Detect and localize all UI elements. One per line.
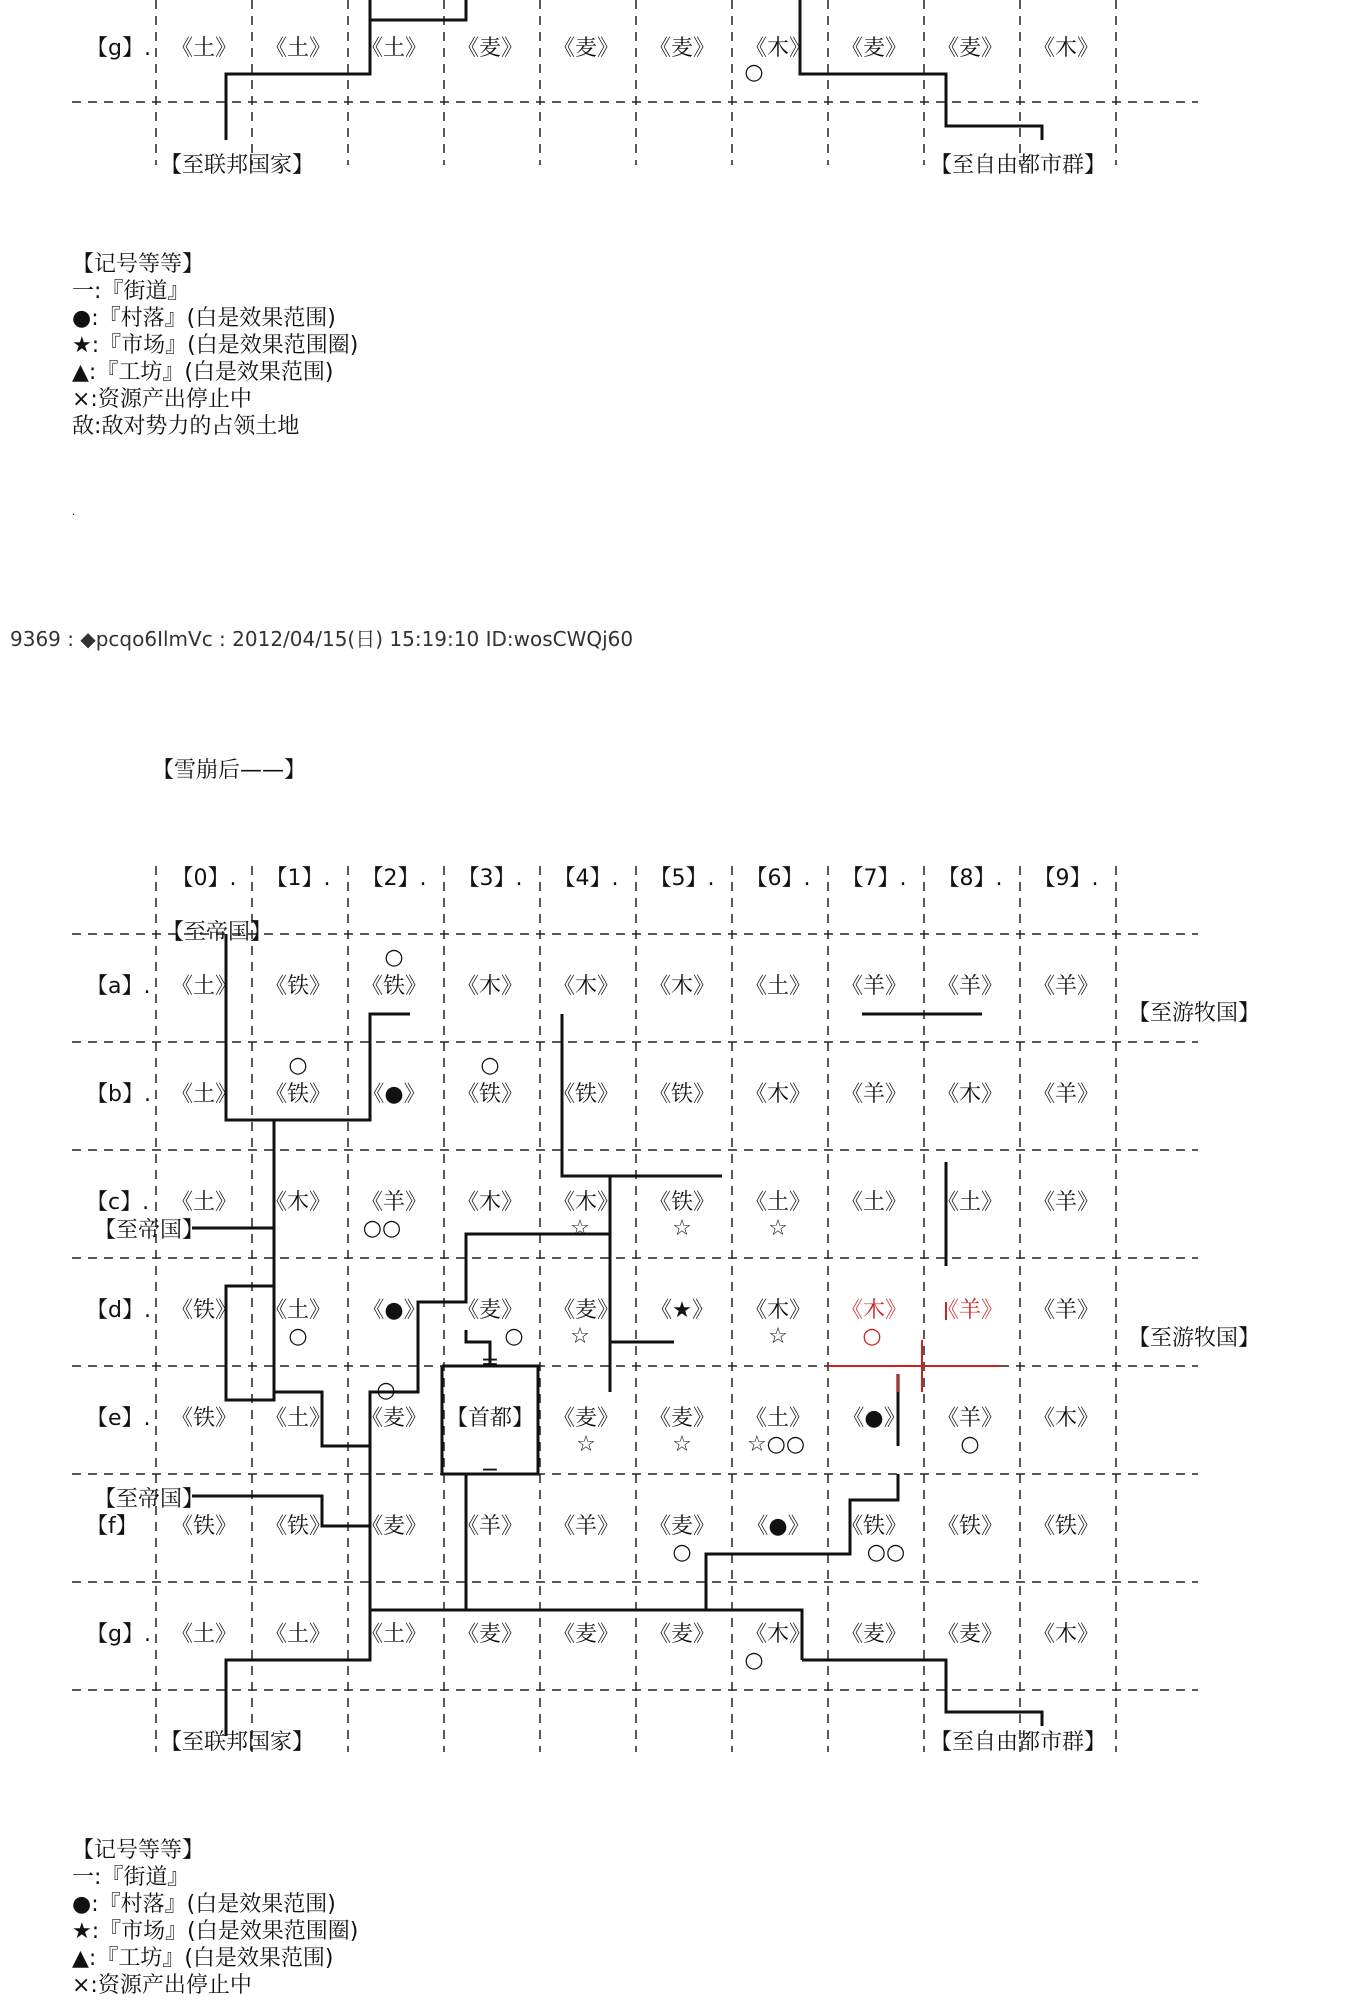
- top-map-cell-g5: 《麦》: [648, 36, 716, 61]
- dest-federation: 【至联邦国家】: [160, 1730, 315, 1755]
- map-cell-d8: 《羊》: [936, 1298, 1004, 1323]
- map-cell-a9: 《羊》: [1032, 974, 1100, 999]
- map-cell-e7: 《●》: [842, 1406, 906, 1431]
- legend-stopped: ×:资源产出停止中: [72, 387, 252, 412]
- top-dest-free-cities: 【至自由都市群】: [930, 153, 1107, 178]
- mark-e8: ○: [960, 1432, 980, 1457]
- dest-empire-c: 【至帝国】: [94, 1218, 205, 1243]
- map-cell-d3: 《麦》: [456, 1298, 524, 1323]
- column-header-0: 【0】.: [171, 866, 237, 891]
- map-cell-c1: 《木》: [264, 1190, 332, 1215]
- dest-nomad-a: 【至游牧国】: [1128, 1001, 1261, 1026]
- legend2-market: ★:『市场』(白是效果范围圈): [72, 1919, 359, 1944]
- mark-d1: ○: [288, 1324, 308, 1349]
- map-cell-b2: 《●》: [362, 1082, 426, 1107]
- map-cell-c6: 《土》: [744, 1190, 812, 1215]
- mark-e4: ☆: [576, 1432, 596, 1457]
- map-cell-a1: 《铁》: [264, 974, 332, 999]
- top-dest-federation: 【至联邦国家】: [160, 153, 315, 178]
- map-cell-c7: 《土》: [840, 1190, 908, 1215]
- map-cell-f7: 《铁》: [840, 1514, 908, 1539]
- map-cell-g4: 《麦》: [552, 1622, 620, 1647]
- map-cell-f3: 《羊》: [456, 1514, 524, 1539]
- top-g6-mark: ○: [744, 60, 764, 85]
- map-cell-d1: 《土》: [264, 1298, 332, 1323]
- row-label-c: 【c】.: [86, 1190, 150, 1215]
- mark-e2: ○: [376, 1378, 396, 1403]
- mark-e6: ☆○○: [746, 1432, 806, 1457]
- map-cell-f8: 《铁》: [936, 1514, 1004, 1539]
- map-cell-c4: 《木》: [552, 1190, 620, 1215]
- legend-village: ●:『村落』(白是效果范围): [72, 306, 336, 331]
- map-cell-c3: 《木》: [456, 1190, 524, 1215]
- column-header-8: 【8】.: [937, 866, 1003, 891]
- capital-eq-bottom: =: [480, 1460, 500, 1485]
- map-cell-b8: 《木》: [936, 1082, 1004, 1107]
- map-cell-d5: 《★》: [650, 1298, 714, 1323]
- map-cell-b6: 《木》: [744, 1082, 812, 1107]
- mark-c2: ○○: [362, 1216, 402, 1241]
- map-cell-e6: 《土》: [744, 1406, 812, 1431]
- map-cell-b4: 《铁》: [552, 1082, 620, 1107]
- map-cell-d7: 《木》: [840, 1298, 908, 1323]
- mark-d3: ○: [504, 1324, 524, 1349]
- column-header-3: 【3】.: [457, 866, 523, 891]
- map-cell-g6: 《木》: [744, 1622, 812, 1647]
- column-header-4: 【4】.: [553, 866, 619, 891]
- map-cell-a8: 《羊》: [936, 974, 1004, 999]
- legend2-stopped: ×:资源产出停止中: [72, 1973, 252, 1998]
- row-label-g: 【g】.: [86, 1622, 151, 1647]
- mark-d6: ☆: [768, 1324, 788, 1349]
- top-map-cell-g8: 《麦》: [936, 36, 1004, 61]
- map-cell-a3: 《木》: [456, 974, 524, 999]
- map-cell-d9: 《羊》: [1032, 1298, 1100, 1323]
- map-cell-b3: 《铁》: [456, 1082, 524, 1107]
- capital-eq-top: =: [480, 1350, 500, 1375]
- top-map-cell-g4: 《麦》: [552, 36, 620, 61]
- map-subtitle: 【雪崩后——】: [152, 758, 307, 783]
- map-cell-b1: 《铁》: [264, 1082, 332, 1107]
- map-cell-d0: 《铁》: [170, 1298, 238, 1323]
- legend2-title: 【记号等等】: [72, 1838, 205, 1863]
- map-cell-f0: 《铁》: [170, 1514, 238, 1539]
- map-cell-f6: 《●》: [746, 1514, 810, 1539]
- legend-road: 一:『街道』: [72, 279, 190, 304]
- legend-market: ★:『市场』(白是效果范围圈): [72, 333, 359, 358]
- map-cell-e3: 【首都】: [445, 1406, 535, 1431]
- post-header: 9369 : ◆pcqo6IlmVc : 2012/04/15(日) 15:19:10 ID:wosCWQj60: [10, 627, 634, 651]
- row-label-e: 【e】.: [86, 1406, 151, 1431]
- map-cell-g8: 《麦》: [936, 1622, 1004, 1647]
- map-cell-e9: 《木》: [1032, 1406, 1100, 1431]
- map-cell-f5: 《麦》: [648, 1514, 716, 1539]
- map-cell-e2: 《麦》: [360, 1406, 428, 1431]
- mark-c5: ☆: [672, 1216, 692, 1241]
- map-cell-b7: 《羊》: [840, 1082, 908, 1107]
- legend2-village: ●:『村落』(白是效果范围): [72, 1892, 336, 1917]
- map-cell-e5: 《麦》: [648, 1406, 716, 1431]
- map-cell-g7: 《麦》: [840, 1622, 908, 1647]
- dest-nomad-d: 【至游牧国】: [1128, 1326, 1261, 1351]
- map-cell-b9: 《羊》: [1032, 1082, 1100, 1107]
- mark-g6: ○: [744, 1648, 764, 1673]
- top-row-label-g: 【g】.: [86, 36, 151, 61]
- legend-enemy: 敌:敌对势力的占领土地: [72, 414, 300, 439]
- column-header-1: 【1】.: [265, 866, 331, 891]
- mark-c6: ☆: [768, 1216, 788, 1241]
- mark-f7: ○○: [866, 1540, 906, 1565]
- map-cell-g3: 《麦》: [456, 1622, 524, 1647]
- top-map-cell-g2: 《土》: [360, 36, 428, 61]
- map-cell-d2: 《●》: [362, 1298, 426, 1323]
- map-cell-e1: 《土》: [264, 1406, 332, 1431]
- map-cell-g5: 《麦》: [648, 1622, 716, 1647]
- column-header-9: 【9】.: [1033, 866, 1099, 891]
- dest-free-cities: 【至自由都市群】: [930, 1730, 1107, 1755]
- column-header-6: 【6】.: [745, 866, 811, 891]
- map-cell-c9: 《羊》: [1032, 1190, 1100, 1215]
- top-map-cell-g3: 《麦》: [456, 36, 524, 61]
- map-cell-c0: 《土》: [170, 1190, 238, 1215]
- map-cell-d4: 《麦》: [552, 1298, 620, 1323]
- legend-workshop: ▲:『工坊』(白是效果范围): [72, 360, 334, 385]
- row-label-a: 【a】.: [86, 974, 151, 999]
- map-cell-a0: 《土》: [170, 974, 238, 999]
- mark-a2: ○: [384, 945, 404, 970]
- map-cell-a7: 《羊》: [840, 974, 908, 999]
- top-map-cell-g9: 《木》: [1032, 36, 1100, 61]
- row-label-f: 【f】: [86, 1514, 138, 1539]
- stray-dot: .: [72, 507, 76, 518]
- row-label-d: 【d】.: [86, 1298, 151, 1323]
- map-cell-g1: 《土》: [264, 1622, 332, 1647]
- mark-e5: ☆: [672, 1432, 692, 1457]
- dest-empire-f: 【至帝国】: [94, 1487, 205, 1512]
- map-cell-g9: 《木》: [1032, 1622, 1100, 1647]
- map-cell-f9: 《铁》: [1032, 1514, 1100, 1539]
- top-map-cell-g1: 《土》: [264, 36, 332, 61]
- map-cell-g2: 《土》: [360, 1622, 428, 1647]
- map-cell-e0: 《铁》: [170, 1406, 238, 1431]
- top-map-cell-g6: 《木》: [744, 36, 812, 61]
- mark-b3: ○: [480, 1053, 500, 1078]
- map-cell-a5: 《木》: [648, 974, 716, 999]
- legend-title: 【记号等等】: [72, 252, 205, 277]
- map-cell-c2: 《羊》: [360, 1190, 428, 1215]
- mark-d4: ☆: [570, 1324, 590, 1349]
- map-cell-g0: 《土》: [170, 1622, 238, 1647]
- row-label-b: 【b】.: [86, 1082, 151, 1107]
- map-cell-a4: 《木》: [552, 974, 620, 999]
- map-cell-b0: 《土》: [170, 1082, 238, 1107]
- map-cell-c8: 《土》: [936, 1190, 1004, 1215]
- mark-f5: ○: [672, 1540, 692, 1565]
- top-map-cell-g7: 《麦》: [840, 36, 908, 61]
- map-cell-f2: 《麦》: [360, 1514, 428, 1539]
- column-header-5: 【5】.: [649, 866, 715, 891]
- legend2-workshop: ▲:『工坊』(白是效果范围): [72, 1946, 334, 1971]
- map-cell-f4: 《羊》: [552, 1514, 620, 1539]
- mark-c4: ☆: [570, 1216, 590, 1241]
- dest-empire-top: 【至帝国】: [162, 920, 273, 945]
- legend2-road: 一:『街道』: [72, 1865, 190, 1890]
- mark-b1: ○: [288, 1053, 308, 1078]
- map-cell-b5: 《铁》: [648, 1082, 716, 1107]
- map-cell-e4: 《麦》: [552, 1406, 620, 1431]
- column-header-2: 【2】.: [361, 866, 427, 891]
- map-cell-e8: 《羊》: [936, 1406, 1004, 1431]
- map-cell-d6: 《木》: [744, 1298, 812, 1323]
- mark-d7: ○: [862, 1324, 882, 1349]
- map-cell-a6: 《土》: [744, 974, 812, 999]
- map-cell-c5: 《铁》: [648, 1190, 716, 1215]
- top-map-cell-g0: 《土》: [170, 36, 238, 61]
- column-header-7: 【7】.: [841, 866, 907, 891]
- map-cell-a2: 《铁》: [360, 974, 428, 999]
- map-cell-f1: 《铁》: [264, 1514, 332, 1539]
